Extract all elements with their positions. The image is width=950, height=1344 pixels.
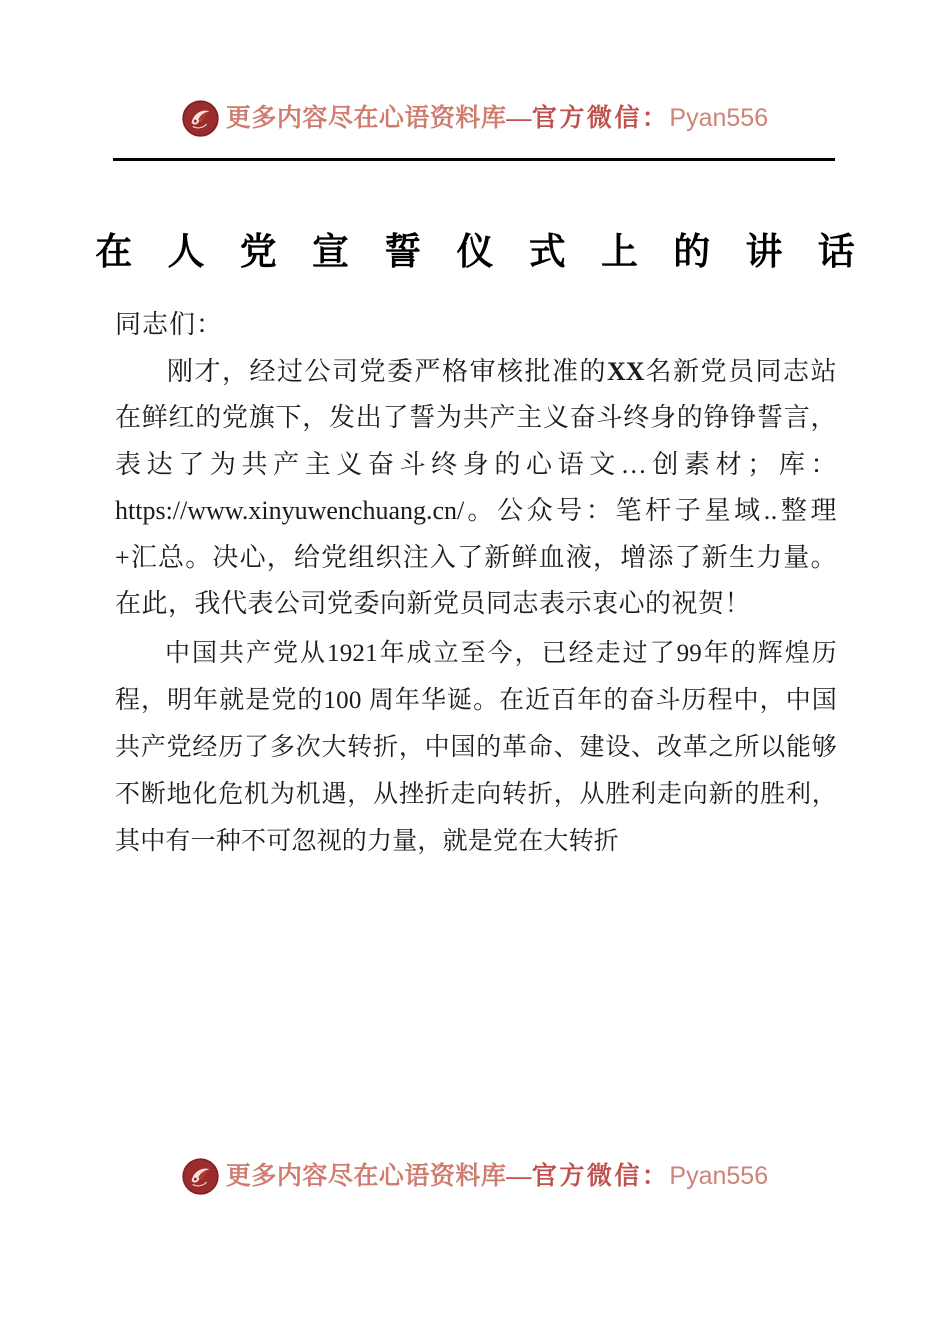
watermark-wechat-id: Pyan556 bbox=[669, 104, 769, 132]
watermark-main-text: 更多内容尽在心语资料库 bbox=[225, 105, 507, 132]
page-title: 在 人 党 宣 誓 仪 式 上 的 讲 话 bbox=[95, 231, 868, 273]
watermark-wechat-id: Pyan556 bbox=[669, 1162, 769, 1190]
para1-url: https://www.xinyuwenchuang.cn/ bbox=[115, 496, 465, 525]
circular-seal-logo-icon bbox=[182, 100, 219, 137]
watermark-dash: — bbox=[506, 1163, 532, 1190]
paragraph-one-text bbox=[115, 349, 837, 628]
footer-watermark bbox=[0, 1158, 950, 1195]
circular-seal-logo-icon bbox=[182, 1158, 219, 1195]
document-body bbox=[115, 302, 837, 865]
para1-segment-d: 。公众号：笔杆子星域..整理+汇总。决心，给党组织注入了新鲜血液，增添了新生力量。在此，我代表公司党委向新党员同志表示衷心的祝贺！ bbox=[115, 496, 837, 618]
para1-segment-a: 刚才，经过公司党委严格审核批准的 bbox=[167, 356, 607, 386]
para1-placeholder-count: XX bbox=[606, 356, 645, 386]
watermark-main-text: 更多内容尽在心语资料库 bbox=[225, 1163, 507, 1190]
paragraph-two: 中国共产党从1921年成立至今，已经走过了99年的辉煌历程，明年就是党的100 周年华诞。在近百年的奋斗历程中，中国共产党经历了多次大转折，中国的革命、建设、改革之所以能够不断地化危机为机遇，从挫折走向转折，从胜利走向新的胜利，其中有一种不可忽视的力量，就是党在大转折 bbox=[115, 639, 837, 855]
para1-segment-c: 名新党员同志站在鲜红的党旗下，发出了誓为共产主义奋斗终身的铮铮誓言，表达了为共产主义奋斗终身的心语文…创素材；库： bbox=[115, 356, 837, 479]
header-divider bbox=[113, 158, 835, 161]
header-watermark bbox=[0, 100, 950, 137]
watermark-wechat-label: 官方微信： bbox=[531, 105, 670, 132]
watermark-dash: — bbox=[506, 105, 532, 132]
footer-watermark-text bbox=[226, 1164, 768, 1189]
paragraph-one bbox=[115, 302, 837, 628]
watermark-wechat-label: 官方微信： bbox=[531, 1163, 670, 1190]
header-watermark-text bbox=[226, 106, 768, 131]
salutation: 同志们： bbox=[115, 310, 224, 339]
